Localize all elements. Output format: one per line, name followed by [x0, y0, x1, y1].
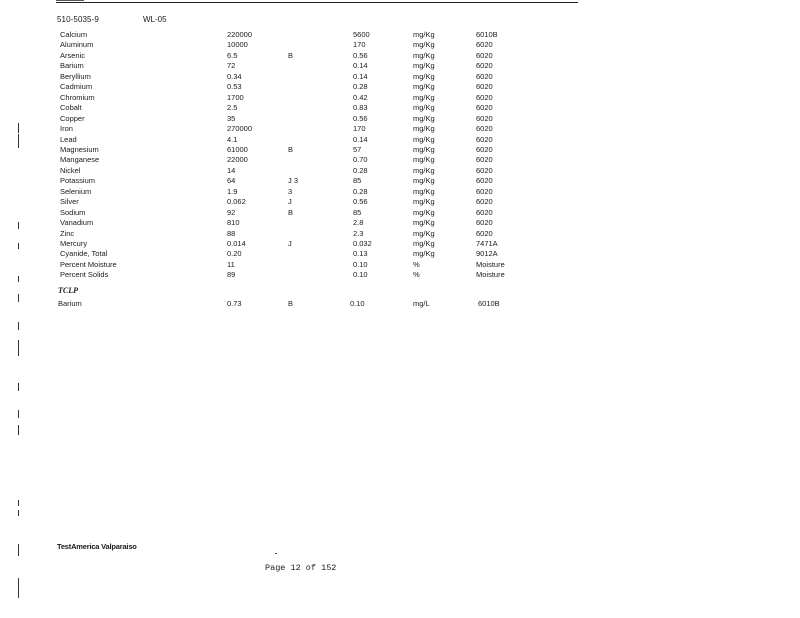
result-value: 64 — [227, 176, 236, 186]
result-value: 11 — [227, 259, 235, 269]
result-value: 1700 — [227, 92, 244, 102]
reporting-limit: 2.8 — [353, 218, 364, 228]
reporting-limit: 170 — [353, 124, 366, 134]
top-rule-fragment — [56, 0, 84, 1]
analyte-name: Potassium — [60, 176, 96, 186]
method: 6020 — [476, 113, 493, 123]
qualifier: B — [288, 50, 294, 60]
reporting-limit: 0.56 — [353, 50, 368, 60]
table-row — [0, 134, 800, 145]
result-value: 4.1 — [227, 134, 238, 144]
result-value: 72 — [227, 61, 236, 71]
qualifier: B — [288, 144, 294, 154]
reporting-limit: 85 — [353, 207, 362, 217]
unit: mg/Kg — [413, 218, 435, 228]
reporting-limit: 0.14 — [353, 71, 368, 81]
result-value: 270000 — [227, 124, 253, 134]
unit: mg/Kg — [413, 249, 435, 259]
analyte-name: Copper — [60, 113, 85, 123]
tclp-section-label: TCLP — [58, 286, 78, 295]
analyte-name: Iron — [60, 124, 73, 134]
method: 6020 — [476, 228, 493, 238]
analyte-name: Cobalt — [60, 103, 82, 113]
unit: mg/Kg — [413, 155, 435, 165]
reporting-limit: 0.032 — [353, 239, 372, 248]
method: 6020 — [476, 218, 493, 228]
unit: mg/Kg — [413, 207, 435, 217]
result-value: 89 — [227, 270, 236, 280]
unit: mg/Kg — [413, 92, 435, 102]
qualifier: 3 — [288, 186, 293, 196]
unit: mg/Kg — [413, 134, 435, 144]
unit: mg/Kg — [413, 40, 435, 50]
result-value: 0.34 — [227, 71, 242, 81]
margin-mark — [18, 123, 19, 133]
unit: mg/Kg — [413, 50, 435, 60]
margin-mark — [18, 322, 19, 330]
analyte-name: Sodium — [60, 207, 86, 217]
reporting-limit: 0.13 — [353, 249, 368, 259]
unit: mg/Kg — [413, 71, 435, 81]
reporting-limit: 0.83 — [353, 103, 368, 113]
unit: mg/Kg — [413, 186, 435, 196]
unit: mg/Kg — [413, 30, 435, 39]
client-sample-id: WL-05 — [143, 15, 167, 24]
unit: mg/Kg — [413, 176, 435, 186]
table-row — [0, 228, 800, 239]
lab-name: TestAmerica Valparaiso — [57, 542, 137, 551]
analyte-name: Selenium — [60, 186, 92, 196]
margin-mark — [18, 500, 19, 506]
analyte-name: Chromium — [60, 92, 95, 102]
analyte-name: Manganese — [60, 155, 100, 165]
unit: mg/Kg — [413, 113, 435, 123]
method: 6020 — [476, 61, 493, 71]
analyte-name: Percent Solids — [60, 270, 109, 280]
analyte-name: Percent Moisture — [60, 259, 117, 269]
reporting-limit: 0.56 — [353, 197, 368, 207]
unit: mg/Kg — [413, 239, 435, 248]
method: 6010B — [476, 30, 498, 39]
table-row — [0, 113, 800, 124]
analyte-name: Lead — [60, 134, 77, 144]
analyte-name: Barium — [60, 61, 84, 71]
unit: mg/Kg — [413, 124, 435, 134]
qualifier: J — [288, 239, 292, 248]
analyte-name: Cadmium — [60, 82, 93, 92]
method: Moisture — [476, 259, 505, 269]
unit: % — [413, 270, 420, 280]
reporting-limit: 0.28 — [353, 82, 368, 92]
margin-mark — [18, 276, 19, 282]
result-value: 88 — [227, 228, 236, 238]
unit: mg/Kg — [413, 228, 435, 238]
table-row — [0, 186, 800, 197]
unit: mg/Kg — [413, 144, 435, 154]
method: 6020 — [476, 186, 493, 196]
margin-mark — [18, 410, 19, 418]
method: 6020 — [476, 165, 493, 175]
table-row — [0, 71, 800, 82]
reporting-limit: 2.3 — [353, 228, 364, 238]
reporting-limit: 0.28 — [353, 165, 368, 175]
table-row — [0, 217, 800, 228]
analyte-name: Vanadium — [60, 218, 94, 228]
margin-mark — [18, 243, 19, 249]
result-value: 92 — [227, 207, 236, 217]
table-row — [0, 238, 800, 249]
analyte-name: Cyanide, Total — [60, 249, 108, 259]
table-row — [0, 60, 800, 71]
result-value: 0.014 — [227, 239, 246, 248]
margin-mark — [18, 425, 19, 435]
method: 6020 — [476, 207, 493, 217]
reporting-limit: 85 — [353, 176, 362, 186]
method: 6020 — [476, 92, 493, 102]
analyte-name: Beryllium — [60, 71, 91, 81]
method: 9012A — [476, 249, 498, 259]
analyte-name: Arsenic — [60, 50, 86, 60]
result-value: 0.53 — [227, 82, 242, 92]
reporting-limit: 0.14 — [353, 134, 368, 144]
unit: mg/Kg — [413, 197, 435, 207]
result-value: 810 — [227, 218, 240, 228]
margin-mark — [18, 340, 19, 356]
table-row — [0, 81, 800, 92]
table-row — [0, 144, 800, 155]
sample-id: 510-5035-9 — [57, 15, 99, 24]
method: 7471A — [476, 239, 498, 248]
qualifier: J 3 — [288, 176, 299, 186]
method: 6020 — [476, 71, 493, 81]
reporting-limit: 0.28 — [353, 186, 368, 196]
margin-mark — [18, 134, 19, 148]
margin-mark — [18, 383, 19, 391]
margin-mark — [18, 222, 19, 229]
result-value: 35 — [227, 113, 236, 123]
result-value: 10000 — [227, 40, 248, 50]
table-row — [0, 50, 800, 61]
page-number: Page 12 of 152 — [265, 563, 337, 573]
method: 6020 — [476, 40, 493, 50]
table-row — [0, 269, 800, 280]
table-row — [0, 175, 800, 186]
result-value: 0.062 — [227, 197, 246, 207]
result-value: 2.5 — [227, 103, 238, 113]
analyte-name: Magnesium — [60, 144, 99, 154]
unit: mg/Kg — [413, 82, 435, 92]
table-row — [0, 154, 800, 165]
table-row — [0, 29, 800, 40]
result-value: 14 — [227, 165, 236, 175]
tclp-analyte: Barium — [58, 299, 82, 308]
table-row — [0, 92, 800, 103]
table-row — [0, 259, 800, 270]
margin-mark — [18, 510, 19, 516]
tclp-reporting-limit: 0.10 — [350, 299, 365, 308]
unit: mg/Kg — [413, 165, 435, 175]
margin-mark — [18, 294, 19, 302]
table-row — [0, 248, 800, 259]
scan-speck — [275, 553, 277, 554]
table-row — [0, 102, 800, 113]
tclp-method: 6010B — [478, 299, 500, 308]
reporting-limit: 0.70 — [353, 155, 368, 165]
table-row — [0, 123, 800, 134]
qualifier: B — [288, 207, 294, 217]
margin-mark — [18, 544, 19, 556]
analyte-name: Aluminum — [60, 40, 94, 50]
method: 6020 — [476, 50, 493, 60]
analyte-name: Silver — [60, 197, 79, 207]
table-row — [0, 165, 800, 176]
tclp-unit: mg/L — [413, 299, 430, 308]
method: 6020 — [476, 82, 493, 92]
unit: mg/Kg — [413, 61, 435, 71]
table-row — [0, 39, 800, 50]
analyte-name: Nickel — [60, 165, 81, 175]
reporting-limit: 0.14 — [353, 61, 368, 71]
tclp-result: 0.73 — [227, 299, 242, 308]
result-value: 6.5 — [227, 50, 238, 60]
reporting-limit: 0.56 — [353, 113, 368, 123]
method: 6020 — [476, 197, 493, 207]
unit: % — [413, 259, 420, 269]
margin-mark — [18, 578, 19, 598]
method: Moisture — [476, 270, 505, 280]
method: 6020 — [476, 134, 493, 144]
method: 6020 — [476, 144, 493, 154]
qualifier: J — [288, 197, 292, 207]
result-value: 0.20 — [227, 249, 242, 259]
analyte-name: Zinc — [60, 228, 75, 238]
method: 6020 — [476, 103, 493, 113]
reporting-limit: 0.10 — [353, 270, 368, 280]
tclp-row — [0, 298, 800, 309]
reporting-limit: 57 — [353, 144, 362, 154]
reporting-limit: 5600 — [353, 30, 370, 39]
unit: mg/Kg — [413, 103, 435, 113]
result-value: 1.9 — [227, 186, 238, 196]
top-rule — [56, 2, 578, 3]
reporting-limit: 0.10 — [353, 259, 368, 269]
method: 6020 — [476, 155, 493, 165]
method: 6020 — [476, 176, 493, 186]
table-row — [0, 196, 800, 207]
result-value: 61000 — [227, 144, 248, 154]
table-row — [0, 207, 800, 218]
analyte-name: Calcium — [60, 30, 88, 39]
reporting-limit: 170 — [353, 40, 366, 50]
result-value: 22000 — [227, 155, 248, 165]
tclp-qualifier: B — [288, 299, 294, 308]
result-value: 220000 — [227, 30, 253, 39]
analyte-name: Mercury — [60, 239, 88, 248]
method: 6020 — [476, 124, 493, 134]
reporting-limit: 0.42 — [353, 92, 368, 102]
